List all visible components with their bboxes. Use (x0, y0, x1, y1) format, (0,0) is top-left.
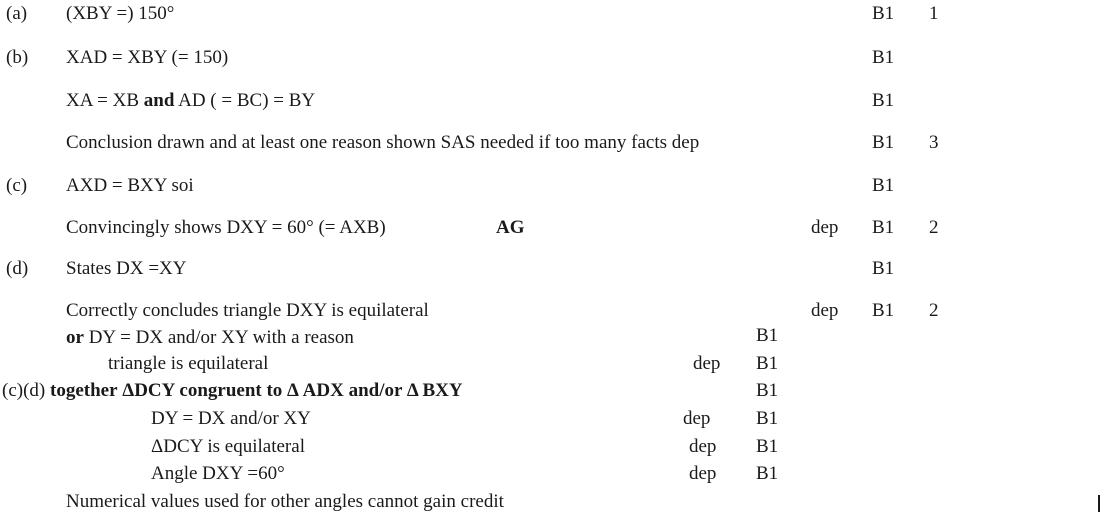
part-a-mark: B1 (872, 3, 895, 24)
text-cursor (1098, 495, 1100, 512)
part-c-ag: AG (496, 217, 525, 238)
part-c-label: (c) (6, 175, 28, 196)
part-b-line2-post: AD ( = BC) = BY (174, 90, 316, 111)
part-d-line2-dep: dep (811, 300, 839, 321)
credit-note: Numerical values used for other angles cannot gain credit (66, 491, 504, 512)
part-b-line1-mark: B1 (872, 47, 895, 68)
part-cd-header (2, 381, 463, 400)
part-d-line1-mark: B1 (872, 258, 895, 279)
part-b-line2-mark: B1 (872, 90, 895, 111)
part-d-line2: Correctly concludes triangle DXY is equilateral (66, 300, 429, 321)
part-cd-together: together (50, 380, 118, 401)
part-b-line1: XAD = XBY (= 150) (66, 47, 229, 68)
part-c-line2: Convincingly shows DXY = 60° (= AXB) (66, 217, 386, 238)
part-cd-line2-dep: dep (683, 408, 711, 429)
part-cd-line4: Angle DXY =60° (151, 463, 285, 484)
part-cd-line1-mark: B1 (756, 380, 779, 401)
part-c-line1: AXD = BXY soi (66, 175, 194, 196)
part-c-line2-dep: dep (811, 217, 839, 238)
part-a-total: 1 (929, 3, 939, 24)
part-cd-line4-mark: B1 (756, 463, 779, 484)
part-d-line1: States DX =XY (66, 258, 187, 279)
part-d-label: (d) (6, 258, 29, 279)
part-a-answer: (XBY =) 150° (66, 3, 175, 24)
part-c-line2-mark: B1 (872, 217, 895, 238)
part-b-label: (b) (6, 47, 29, 68)
part-b-line2-pre: XA = XB (66, 90, 144, 111)
part-cd-line3-mark: B1 (756, 436, 779, 457)
part-cd-line2: DY = DX and/or XY (151, 408, 311, 429)
part-cd-line4-dep: dep (689, 463, 717, 484)
part-cd-line3: ΔDCY is equilateral (151, 436, 305, 457)
part-a-label: (a) (6, 3, 28, 24)
part-d-alt-line2-mark: B1 (756, 353, 779, 374)
part-b-line3: Conclusion drawn and at least one reason shown SAS needed if too many facts dep (66, 132, 700, 153)
part-b-total: 3 (929, 132, 939, 153)
part-d-alt-line2: triangle is equilateral (108, 353, 269, 374)
part-b-line3-mark: B1 (872, 132, 895, 153)
part-d-line2-mark: B1 (872, 300, 895, 321)
part-d-total: 2 (929, 300, 939, 321)
part-cd-label: (c)(d) (2, 380, 46, 401)
part-d-alt-or: or (66, 327, 84, 348)
part-d-alt-line2-dep: dep (693, 353, 721, 374)
part-cd-line1: ΔDCY congruent to Δ ADX and/or Δ BXY (122, 380, 463, 401)
part-d-alt-line1-mark: B1 (756, 325, 779, 346)
part-cd-line2-mark: B1 (756, 408, 779, 429)
part-cd-line3-dep: dep (689, 436, 717, 457)
part-c-line1-mark: B1 (872, 175, 895, 196)
part-d-alt-line1 (66, 328, 354, 347)
part-c-total: 2 (929, 217, 939, 238)
part-b-line2 (66, 91, 315, 110)
part-d-alt-line1-text: DY = DX and/or XY with a reason (83, 327, 354, 348)
part-b-line2-and: and (143, 90, 175, 111)
